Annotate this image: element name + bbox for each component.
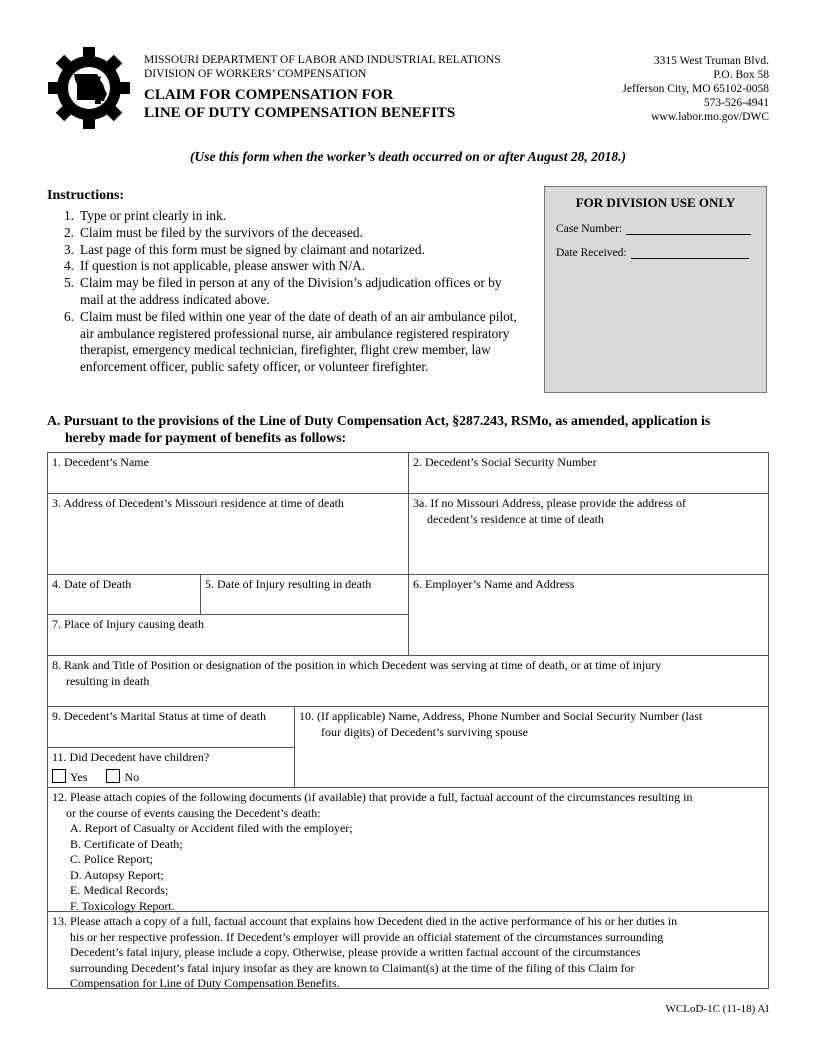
claim-form-grid xyxy=(47,452,769,989)
field-label: surrounding Decedent’s fatal injury insofar as they are known to Claimant(s) at the time of the filing of this Claim for xyxy=(70,960,635,975)
field-attach-documents xyxy=(48,788,768,911)
field-label: four digits) of Decedent’s surviving spouse xyxy=(321,724,528,739)
field-label: 10. (If applicable) Name, Address, Phone Number and Social Security Number (last xyxy=(299,709,703,723)
field-surviving-spouse[interactable] xyxy=(295,707,768,787)
instruction-item xyxy=(64,225,524,242)
field-label: 8. Rank and Title of Position or designation of the position in which Decedent was serving at time of death, or at time of injury xyxy=(52,658,662,672)
instruction-item xyxy=(64,258,524,275)
missouri-gear-logo-icon xyxy=(47,46,131,130)
field-label: 5. Date of Injury resulting in death xyxy=(205,577,372,591)
division-address xyxy=(622,54,769,124)
instruction-item xyxy=(64,242,524,259)
field-children xyxy=(48,748,294,787)
field-label: 13. Please attach a copy of a full, factual account that explains how Decedent died in the active performance of his or her duties in xyxy=(52,914,678,928)
instruction-number: 5. xyxy=(64,275,74,291)
no-label: No xyxy=(124,769,140,784)
field-label: decedent’s residence at time of death xyxy=(427,511,604,526)
address-phone: 573-526-4941 xyxy=(703,97,769,109)
field-rank-title[interactable] xyxy=(48,656,768,706)
field-decedent-name[interactable] xyxy=(48,453,408,493)
instruction-number: 4. xyxy=(64,258,74,274)
document-item: C. Police Report; xyxy=(70,852,153,866)
case-number-row xyxy=(556,223,766,235)
field-label: 7. Place of Injury causing death xyxy=(52,617,204,631)
instruction-number: 6. xyxy=(64,308,74,324)
form-title-line-2: LINE OF DUTY COMPENSATION BENEFITS xyxy=(144,105,456,121)
field-date-of-death[interactable] xyxy=(48,575,200,614)
instruction-text: Type or print clearly in ink. xyxy=(80,208,227,223)
document-item: E. Medical Records; xyxy=(70,883,169,897)
address-po-box: P.O. Box 58 xyxy=(713,69,769,81)
no-checkbox[interactable] xyxy=(106,769,120,783)
field-marital-status[interactable] xyxy=(48,707,294,747)
instructions-list xyxy=(64,208,524,376)
document-item: D. Autopsy Report; xyxy=(70,867,164,882)
case-number-line[interactable] xyxy=(626,233,751,235)
field-label: Compensation for Line of Duty Compensation Benefits. xyxy=(70,976,340,990)
instruction-number: 1. xyxy=(64,208,74,223)
instruction-item xyxy=(64,275,524,309)
field-label: 3. Address of Decedent’s Missouri residence at time of death xyxy=(52,496,344,510)
field-label: his or her respective profession. If Decedent’s employer will provide an official statement of the circumstances surrounding xyxy=(70,929,664,944)
instruction-item xyxy=(64,208,524,225)
form-number: WCLoD-1C (11-18) AI xyxy=(665,1003,769,1015)
instruction-number: 3. xyxy=(64,241,74,257)
instruction-text: Claim must be filed within one year of the date of death of an air ambulance pilot, air ambulance registered professional nurse, air ambulance registered respiratory therapist, emergency medical technician, firefighter, flight crew member, law enforcement officer, public safety officer, or volunteer firefighter. xyxy=(80,308,517,375)
agency-line-2: DIVISION OF WORKERS’ COMPENSATION xyxy=(144,67,367,80)
address-city: Jefferson City, MO 65102-0058 xyxy=(622,83,769,95)
instruction-number: 2. xyxy=(64,224,74,240)
field-factual-account xyxy=(48,912,768,988)
date-received-label: Date Received: xyxy=(556,247,627,259)
field-label: Decedent’s fatal injury, please include a copy. Otherwise, please provide a written factual account of the circumstances xyxy=(70,945,641,959)
field-label: 2. Decedent’s Social Security Number xyxy=(413,455,597,469)
section-a-heading xyxy=(47,412,769,446)
section-a-line-1: A. Pursuant to the provisions of the Line of Duty Compensation Act, §287.243, RSMo, as amended, application is xyxy=(47,413,711,428)
document-item: F. Toxicology Report. xyxy=(70,898,175,913)
field-employer-name-address[interactable] xyxy=(409,575,768,655)
form-title xyxy=(144,86,455,122)
field-label: or the course of events causing the Decedent’s death: xyxy=(66,805,321,820)
field-date-of-injury[interactable] xyxy=(201,575,408,614)
field-decedent-missouri-address[interactable] xyxy=(48,494,408,574)
field-label: 12. Please attach copies of the following documents (if available) that provide a full, factual account of the circumstances resulting in xyxy=(52,790,693,804)
yes-label: Yes xyxy=(70,769,88,784)
instruction-text: Last page of this form must be signed by claimant and notarized. xyxy=(80,241,425,257)
yes-checkbox[interactable] xyxy=(52,769,66,783)
field-label: 3a. If no Missouri Address, please provide the address of xyxy=(413,496,686,510)
field-decedent-other-address[interactable] xyxy=(409,494,768,574)
agency-line-1: MISSOURI DEPARTMENT OF LABOR AND INDUSTRIAL RELATIONS xyxy=(144,54,501,66)
date-received-row xyxy=(556,247,766,259)
form-title-line-1: CLAIM FOR COMPENSATION FOR xyxy=(144,87,394,103)
form-usage-note: (Use this form when the worker’s death occurred on or after August 28, 2018.) xyxy=(190,149,626,164)
field-label: 4. Date of Death xyxy=(52,577,132,591)
field-label: 9. Decedent’s Marital Status at time of death xyxy=(52,709,266,723)
date-received-line[interactable] xyxy=(631,257,749,259)
document-item: A. Report of Casualty or Accident filed with the employer; xyxy=(70,821,353,835)
division-use-box xyxy=(544,186,767,393)
children-options xyxy=(52,769,290,786)
case-number-label: Case Number: xyxy=(556,223,623,235)
field-place-of-injury[interactable] xyxy=(48,615,408,655)
agency-name xyxy=(144,54,501,81)
instructions-heading: Instructions: xyxy=(47,188,125,203)
instruction-text: Claim may be filed in person at any of the Division’s adjudication offices or by mail at the address indicated above. xyxy=(80,275,502,307)
field-label: 1. Decedent’s Name xyxy=(52,455,149,469)
address-website: www.labor.mo.gov/DWC xyxy=(651,111,769,123)
field-decedent-ssn[interactable] xyxy=(409,453,768,493)
instruction-item xyxy=(64,309,524,376)
address-street: 3315 West Truman Blvd. xyxy=(653,55,769,67)
field-label: 11. Did Decedent have children? xyxy=(52,750,210,764)
division-use-heading: FOR DIVISION USE ONLY xyxy=(575,195,736,210)
document-item: B. Certificate of Death; xyxy=(70,836,183,851)
instruction-text: If question is not applicable, please answer with N/A. xyxy=(80,258,366,274)
field-label: 6. Employer’s Name and Address xyxy=(413,577,575,591)
field-label: resulting in death xyxy=(66,673,150,688)
section-a-line-2: hereby made for payment of benefits as follows: xyxy=(65,430,347,445)
instruction-text: Claim must be filed by the survivors of the deceased. xyxy=(80,224,363,240)
